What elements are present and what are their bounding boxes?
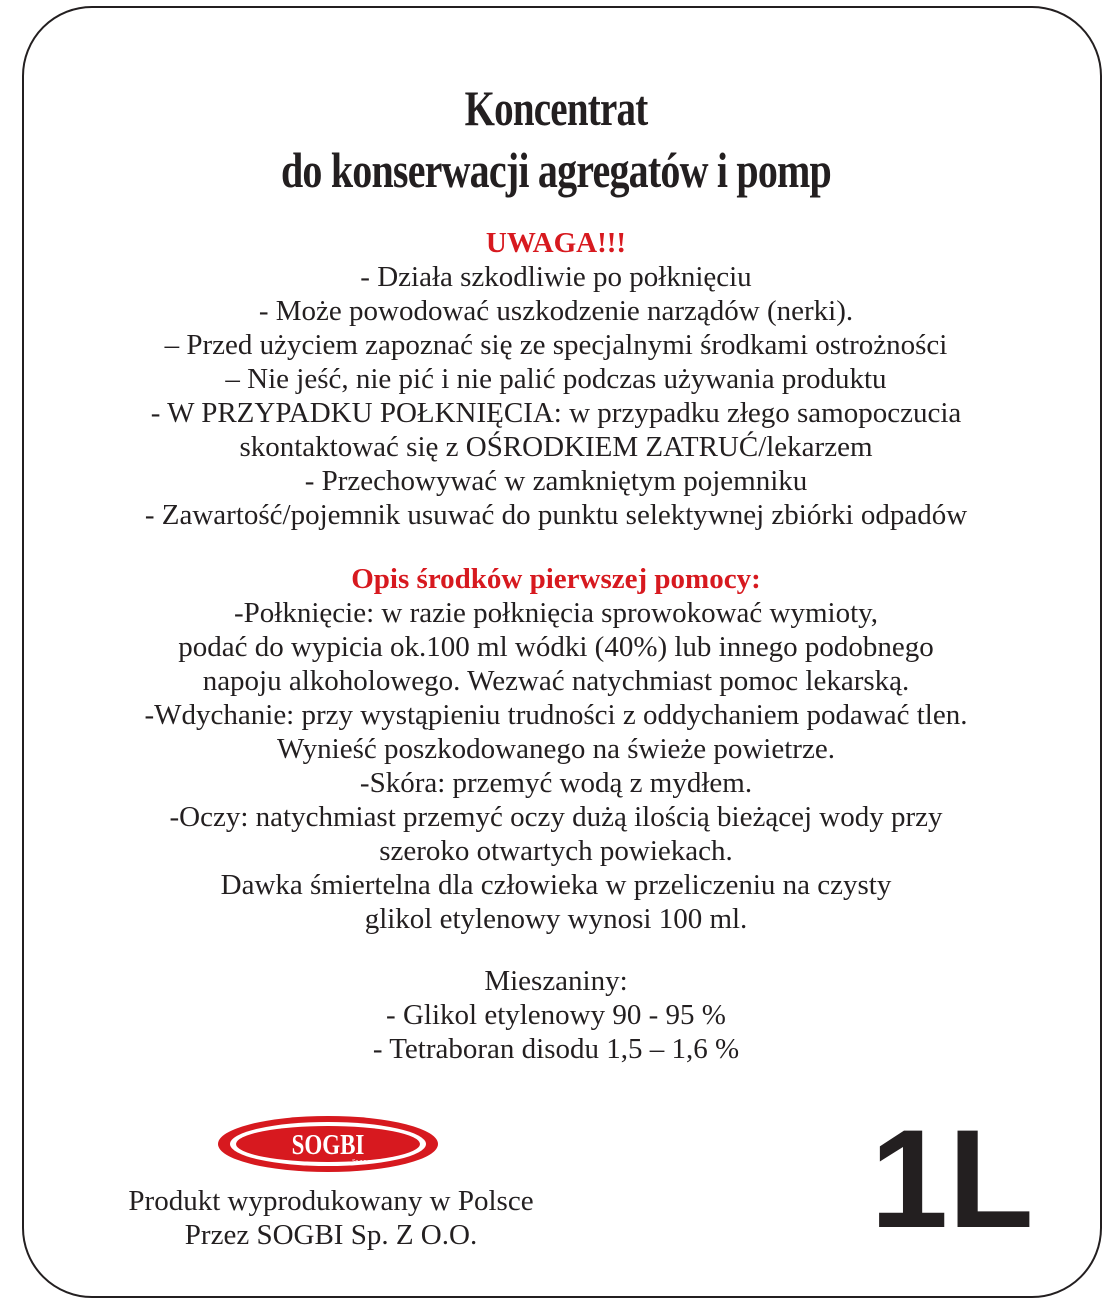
warning-line: – Nie jeść, nie pić i nie palić podczas używania produktu — [225, 363, 887, 395]
first-aid-line: -Połknięcie: w razie połknięcia sprowokować wymioty, — [234, 597, 878, 629]
first-aid-line: podać do wypicia ok.100 ml wódki (40%) lub innego podobnego — [178, 631, 934, 663]
first-aid-section — [0, 562, 1112, 936]
mixture-line: - Glikol etylenowy 90 - 95 % — [386, 999, 726, 1031]
mixture-line: - Tetraboran disodu 1,5 – 1,6 % — [372, 1033, 740, 1065]
first-aid-line: -Wdychanie: przy wystąpieniu trudności z oddychaniem podawać tlen. — [144, 699, 968, 731]
logo-text: SOGBI — [291, 1128, 365, 1161]
first-aid-line: napoju alkoholowego. Wezwać natychmiast pomoc lekarską. — [202, 665, 910, 697]
warning-line: - Zawartość/pojemnik usuwać do punktu selektywnej zbiórki odpadów — [144, 499, 968, 531]
first-aid-line: szeroko otwartych powiekach. — [379, 835, 733, 867]
sogbi-logo — [216, 1114, 440, 1174]
first-aid-line: -Skóra: przemyć wodą z mydłem. — [359, 767, 753, 799]
volume-label: 1L — [870, 1100, 1034, 1257]
producer-line-2: Przez SOGBI Sp. Z O.O. — [184, 1219, 478, 1251]
warning-line: skontaktować się z OŚRODKIEM ZATRUĆ/lekarzem — [239, 431, 873, 463]
first-aid-line: Dawka śmiertelna dla człowieka w przeliczeniu na czysty — [220, 869, 892, 901]
first-aid-line: -Oczy: natychmiast przemyć oczy dużą ilością bieżącej wody przy — [169, 801, 943, 833]
warning-line: – Przed użyciem zapoznać się ze specjalnymi środkami ostrożności — [164, 329, 948, 361]
first-aid-heading: Opis środków pierwszej pomocy: — [351, 563, 761, 595]
warning-line: - Może powodować uszkodzenie narządów (nerki). — [258, 295, 854, 327]
warning-section — [0, 226, 1112, 532]
product-title-line-1: Koncentrat — [464, 80, 648, 136]
warning-line: - W PRZYPADKU POŁKNIĘCIA: w przypadku złego samopoczucia — [150, 397, 962, 429]
mixtures-heading: Mieszaniny: — [484, 965, 628, 997]
warning-line: - Działa szkodliwie po połknięciu — [360, 261, 752, 293]
mixtures-section — [0, 964, 1112, 1066]
first-aid-line: glikol etylenowy wynosi 100 ml. — [364, 903, 748, 935]
warning-line: - Przechowywać w zamkniętym pojemniku — [304, 465, 808, 497]
producer-line-1: Produkt wyprodukowany w Polsce — [128, 1185, 534, 1217]
logo-suffix: Sp z o.o. — [352, 1159, 372, 1165]
warning-heading: UWAGA!!! — [485, 227, 627, 259]
producer-info — [96, 1184, 566, 1252]
product-title-line-2: do konserwacji agregatów i pomp — [280, 142, 831, 198]
first-aid-line: Wynieść poszkodowanego na świeże powietrze. — [277, 733, 835, 765]
